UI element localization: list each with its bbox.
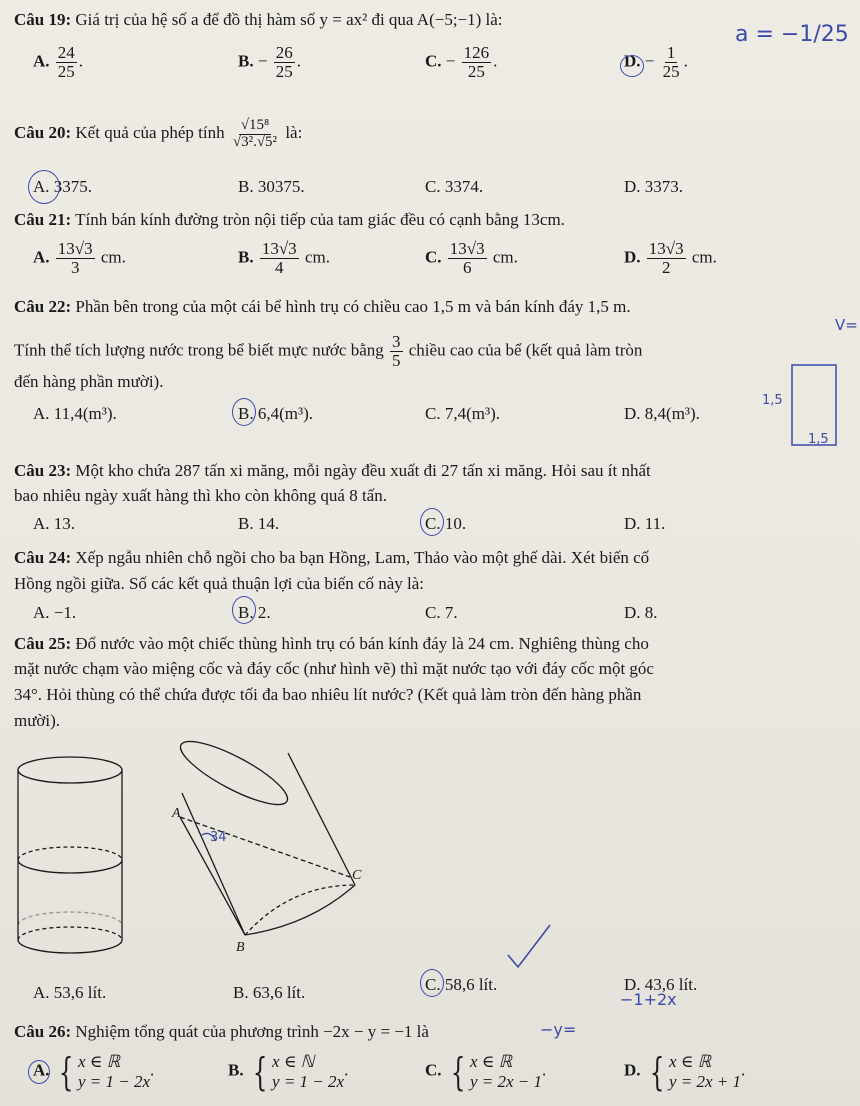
q25-label-c: C [352, 868, 362, 883]
q23-option-b: B. 14. [238, 514, 280, 533]
q22-line3: đến hàng phần mười). [14, 372, 164, 391]
q23-option-a: A. 13. [33, 514, 76, 533]
q20-answer-circle [28, 170, 60, 204]
q25-option-b: B. 63,6 lít. [233, 983, 306, 1002]
q19-stem [14, 10, 503, 30]
q24-answer-circle [232, 596, 256, 624]
q22-option-b: B. 6,4(m³). [238, 404, 313, 423]
q19-answer-circle [620, 55, 644, 77]
q21-option-d: D. $\frac{13√3}{2}$ cm. [624, 239, 717, 277]
q25-option-d: D. 43,6 lít. [624, 975, 698, 994]
q19-option-d: D. − $\frac{1}{25}$ . [624, 43, 688, 81]
q23-option-d: D. 11. [624, 514, 666, 533]
q24-option-d: D. 8. [624, 603, 658, 622]
q19-option-a: A. $\frac{24}{25}$ . [33, 43, 84, 81]
q23-line1: Câu 23: Một kho chứa 287 tấn xi măng, mỗi ngày đều xuất đi 27 tấn xi măng. Hỏi sau ít nhất [14, 461, 651, 480]
q21-stem: Câu 21: Tính bán kính đường tròn nội tiếp của tam giác đều có cạnh bằng 13cm. [14, 210, 565, 229]
q26-option-b: B. { x ∈ ℕ y = 1 − 2x . [228, 1049, 349, 1094]
q24-option-a: A. −1. [33, 603, 77, 622]
q19-text: Giá trị của hệ số a để đồ thị hàm số y = ax² đi qua A(−5;−1) là: [75, 10, 503, 29]
q24-option-b: B. 2. [238, 603, 271, 622]
q19-option-b: B. − $\frac{26}{25}$ . [238, 43, 301, 81]
q25-angle-note: 34 [210, 830, 227, 845]
q20-option-a: A. 3375. [33, 177, 93, 196]
q25-option-a: A. 53,6 lít. [33, 983, 107, 1002]
q25-label-a: A [172, 806, 181, 821]
q24-option-c: C. 7. [425, 603, 458, 622]
q25-option-c: C. 58,6 lít. [425, 975, 498, 994]
q26-option-a: A. { x ∈ ℝ y = 1 − 2x . [33, 1049, 155, 1094]
q21-option-c: C. $\frac{13√3}{6}$ cm. [425, 239, 518, 277]
q25-line4: mười). [14, 711, 61, 730]
q21-option-b: B. $\frac{13√3}{4}$ cm. [238, 239, 330, 277]
q19-handwritten-note: a = −1/25 [735, 22, 849, 47]
q22-line1: Câu 22: Phần bên trong của một cái bể hình trụ có chiều cao 1,5 m và bán kính đáy 1,5 m. [14, 297, 631, 316]
q20-stem: Câu 20: Kết quả của phép tính $\frac{\text{√15⁸}}{\text{√3².√5²}}$ là: [14, 117, 303, 150]
q20-option-d: D. 3373. [624, 177, 684, 196]
q19-number: Câu 19: [14, 10, 72, 29]
q25-line3: 34°. Hỏi thùng có thể chứa được tối đa bao nhiêu lít nước? (Kết quả làm tròn đến hàng phần [14, 685, 642, 704]
q26-option-c: C. { x ∈ ℝ y = 2x − 1 . [425, 1049, 547, 1094]
q24-line2: Hồng ngồi giữa. Số các kết quả thuận lợi của biến cố này là: [14, 574, 425, 593]
q20-option-b: B. 30375. [238, 177, 305, 196]
q19-option-c: C. − $\frac{126}{25}$ . [425, 43, 498, 81]
q26-answer-circle [28, 1060, 50, 1084]
q22-note-volume: V= [835, 316, 858, 334]
q25-check-mark [500, 915, 560, 975]
q20-option-c: C. 3374. [425, 177, 484, 196]
q22-answer-circle [232, 398, 256, 426]
q22-line2: Tính thể tích lượng nước trong bể biết mực nước bằng $\frac{3}{5}$ chiều cao của bể (kết quả làm tròn [14, 332, 643, 370]
q24-line1: Câu 24: Xếp ngẫu nhiên chỗ ngồi cho ba bạn Hồng, Lam, Thảo vào một ghế dài. Xét biến cố [14, 548, 650, 567]
q21-option-a: A. $\frac{13√3}{3}$ cm. [33, 239, 126, 277]
q25-label-b: B [236, 940, 245, 955]
q22-note-radius: 1,5 [808, 432, 829, 447]
q22-option-c: C. 7,4(m³). [425, 404, 500, 423]
q25-line1: Câu 25: Đổ nước vào một chiếc thùng hình trụ có bán kính đáy là 24 cm. Nghiêng thùng cho [14, 634, 649, 653]
q23-option-c: C. 10. [425, 514, 467, 533]
q23-answer-circle [420, 508, 444, 536]
q22-option-a: A. 11,4(m³). [33, 404, 117, 423]
q22-option-d: D. 8,4(m³). [624, 404, 700, 423]
q26-option-d: D. { x ∈ ℝ y = 2x + 1 . [624, 1049, 746, 1094]
q25-answer-circle [420, 969, 444, 997]
q25-line2: mặt nước chạm vào miệng cốc và đáy cốc (như hình vẽ) thì mặt nước tạo với đáy cốc một góc [14, 659, 654, 678]
q26-handwritten-note: −y= [540, 1020, 577, 1039]
q25-cylinder-figure [10, 735, 380, 965]
q23-line2: bao nhiêu ngày xuất hàng thì kho còn không quá 8 tấn. [14, 486, 387, 505]
q25-handwritten-note: −1+2x [620, 990, 677, 1009]
q26-stem: Câu 26: Nghiệm tổng quát của phương trình −2x − y = −1 là [14, 1022, 429, 1041]
q22-note-height: 1,5 [762, 393, 783, 408]
